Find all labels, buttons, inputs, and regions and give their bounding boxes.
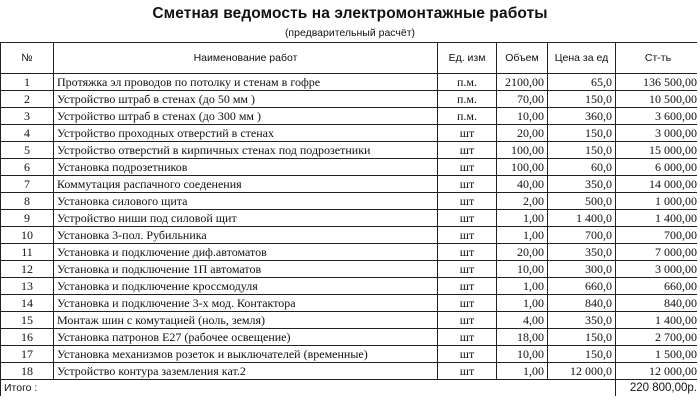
table-footer <box>1 380 700 397</box>
cell-qty: 10,00 <box>497 261 548 278</box>
table-row <box>1 91 700 108</box>
cell-cost: 1 400,00 <box>616 312 700 329</box>
cell-unit: шт <box>438 329 497 346</box>
cell-price: 65,0 <box>548 74 616 91</box>
cell-name: Устройство проходных отверстий в стенах <box>54 125 438 142</box>
cell-no: 18 <box>1 363 54 380</box>
cell-cost: 2 700,00 <box>616 329 700 346</box>
cell-price: 660,0 <box>548 278 616 295</box>
cell-qty: 18,00 <box>497 329 548 346</box>
cell-price: 150,0 <box>548 346 616 363</box>
cell-price: 60,0 <box>548 159 616 176</box>
cell-price: 1 400,0 <box>548 210 616 227</box>
cell-name: Установка силового щита <box>54 193 438 210</box>
col-header-unit: Ед. изм <box>438 43 497 74</box>
cell-no: 15 <box>1 312 54 329</box>
table-row <box>1 295 700 312</box>
cell-name: Установка подрозетников <box>54 159 438 176</box>
cell-name: Устройство штраб в стенах (до 50 мм ) <box>54 91 438 108</box>
cell-price: 150,0 <box>548 142 616 159</box>
cell-no: 14 <box>1 295 54 312</box>
cell-no: 6 <box>1 159 54 176</box>
cell-unit: шт <box>438 244 497 261</box>
table-row <box>1 227 700 244</box>
cell-price: 700,0 <box>548 227 616 244</box>
document-subtitle: (предварительный расчёт) <box>284 27 416 39</box>
cell-name: Установка механизмов розеток и выключателей (временные) <box>54 346 438 363</box>
table-row <box>1 125 700 142</box>
cell-price: 150,0 <box>548 329 616 346</box>
cell-cost: 1 500,00 <box>616 346 700 363</box>
cell-price: 150,0 <box>548 125 616 142</box>
total-row <box>1 380 700 397</box>
table-row <box>1 329 700 346</box>
table-body <box>1 74 700 380</box>
cell-price: 500,0 <box>548 193 616 210</box>
cell-price: 150,0 <box>548 91 616 108</box>
cell-name: Устройство отверстий в кирпичных стенах под подрозетники <box>54 142 438 159</box>
cell-no: 11 <box>1 244 54 261</box>
cell-unit: шт <box>438 142 497 159</box>
cell-unit: шт <box>438 346 497 363</box>
table-row <box>1 244 700 261</box>
table-row <box>1 346 700 363</box>
cell-cost: 14 000,00 <box>616 176 700 193</box>
cell-cost: 136 500,00 <box>616 74 700 91</box>
table-row <box>1 108 700 125</box>
col-header-cost: Ст-ть <box>616 43 700 74</box>
cell-no: 7 <box>1 176 54 193</box>
table-row <box>1 278 700 295</box>
cell-qty: 1,00 <box>497 295 548 312</box>
cell-name: Установка и подключение диф.автоматов <box>54 244 438 261</box>
cell-name: Коммутация распачного соеденения <box>54 176 438 193</box>
cell-qty: 10,00 <box>497 346 548 363</box>
cell-unit: шт <box>438 278 497 295</box>
cell-unit: п.м. <box>438 108 497 125</box>
cell-qty: 20,00 <box>497 125 548 142</box>
cell-cost: 10 500,00 <box>616 91 700 108</box>
cell-name: Установка патронов Е27 (рабочее освещение) <box>54 329 438 346</box>
cell-unit: шт <box>438 261 497 278</box>
cell-no: 12 <box>1 261 54 278</box>
total-spacer <box>54 380 438 397</box>
cell-qty: 1,00 <box>497 227 548 244</box>
total-label: Итого : <box>1 380 54 397</box>
table-row <box>1 74 700 91</box>
cell-cost: 12 000,00 <box>616 363 700 380</box>
cell-qty: 10,00 <box>497 108 548 125</box>
cell-qty: 2,00 <box>497 193 548 210</box>
cell-name: Установка 3-пол. Рубильника <box>54 227 438 244</box>
cell-name: Установка и подключение кроссмодуля <box>54 278 438 295</box>
cell-qty: 20,00 <box>497 244 548 261</box>
table-row <box>1 363 700 380</box>
table-row <box>1 261 700 278</box>
cell-name: Устройство контура заземления кат.2 <box>54 363 438 380</box>
document-title: Сметная ведомость на электромонтажные работы <box>152 5 548 22</box>
cell-price: 12 000,0 <box>548 363 616 380</box>
cell-no: 2 <box>1 91 54 108</box>
cell-no: 4 <box>1 125 54 142</box>
cell-cost: 660,00 <box>616 278 700 295</box>
cell-unit: шт <box>438 312 497 329</box>
cell-unit: п.м. <box>438 74 497 91</box>
cell-cost: 3 600,00 <box>616 108 700 125</box>
col-header-qty: Объем <box>497 43 548 74</box>
cell-price: 350,0 <box>548 244 616 261</box>
cell-price: 350,0 <box>548 312 616 329</box>
table-row <box>1 193 700 210</box>
cell-unit: шт <box>438 295 497 312</box>
cell-qty: 100,00 <box>497 159 548 176</box>
table-row <box>1 159 700 176</box>
cell-no: 17 <box>1 346 54 363</box>
table-row <box>1 312 700 329</box>
cell-unit: шт <box>438 210 497 227</box>
cell-unit: шт <box>438 159 497 176</box>
cell-no: 13 <box>1 278 54 295</box>
cell-qty: 2100,00 <box>497 74 548 91</box>
total-spacer <box>438 380 497 397</box>
cell-cost: 3 000,00 <box>616 125 700 142</box>
cell-no: 3 <box>1 108 54 125</box>
header-row <box>1 43 700 74</box>
table-header <box>1 43 700 74</box>
col-header-name: Наименование работ <box>54 43 438 74</box>
cell-unit: п.м. <box>438 91 497 108</box>
total-value: 220 800,00р. <box>616 380 700 397</box>
table-row <box>1 142 700 159</box>
cell-cost: 15 000,00 <box>616 142 700 159</box>
cell-price: 840,0 <box>548 295 616 312</box>
cell-no: 16 <box>1 329 54 346</box>
cell-no: 5 <box>1 142 54 159</box>
cell-qty: 4,00 <box>497 312 548 329</box>
estimate-table <box>0 42 700 396</box>
cell-cost: 7 000,00 <box>616 244 700 261</box>
cell-cost: 840,00 <box>616 295 700 312</box>
cell-cost: 700,00 <box>616 227 700 244</box>
table-row <box>1 210 700 227</box>
cell-name: Монтаж шин с комутацией (ноль, земля) <box>54 312 438 329</box>
cell-name: Протяжка эл проводов по потолку и стенам в гофре <box>54 74 438 91</box>
cell-qty: 1,00 <box>497 210 548 227</box>
cell-name: Устройство ниши под силовой щит <box>54 210 438 227</box>
cell-no: 1 <box>1 74 54 91</box>
cell-qty: 100,00 <box>497 142 548 159</box>
cell-unit: шт <box>438 125 497 142</box>
cell-no: 8 <box>1 193 54 210</box>
cell-unit: шт <box>438 193 497 210</box>
cell-no: 10 <box>1 227 54 244</box>
cell-name: Установка и подключение 3-х мод. Контактора <box>54 295 438 312</box>
cell-price: 300,0 <box>548 261 616 278</box>
cell-name: Установка и подключение 1П автоматов <box>54 261 438 278</box>
cell-price: 350,0 <box>548 176 616 193</box>
col-header-no: № <box>1 43 54 74</box>
cell-unit: шт <box>438 227 497 244</box>
col-header-price: Цена за ед <box>548 43 616 74</box>
cell-qty: 1,00 <box>497 278 548 295</box>
cell-unit: шт <box>438 176 497 193</box>
cell-qty: 1,00 <box>497 363 548 380</box>
total-spacer <box>497 380 548 397</box>
cell-qty: 40,00 <box>497 176 548 193</box>
cell-qty: 70,00 <box>497 91 548 108</box>
table-row <box>1 176 700 193</box>
cell-cost: 3 000,00 <box>616 261 700 278</box>
total-spacer <box>548 380 616 397</box>
cell-price: 360,0 <box>548 108 616 125</box>
cell-no: 9 <box>1 210 54 227</box>
cell-name: Устройство штраб в стенах (до 300 мм ) <box>54 108 438 125</box>
cell-cost: 1 400,00 <box>616 210 700 227</box>
cell-unit: шт <box>438 363 497 380</box>
cell-cost: 1 000,00 <box>616 193 700 210</box>
cell-cost: 6 000,00 <box>616 159 700 176</box>
